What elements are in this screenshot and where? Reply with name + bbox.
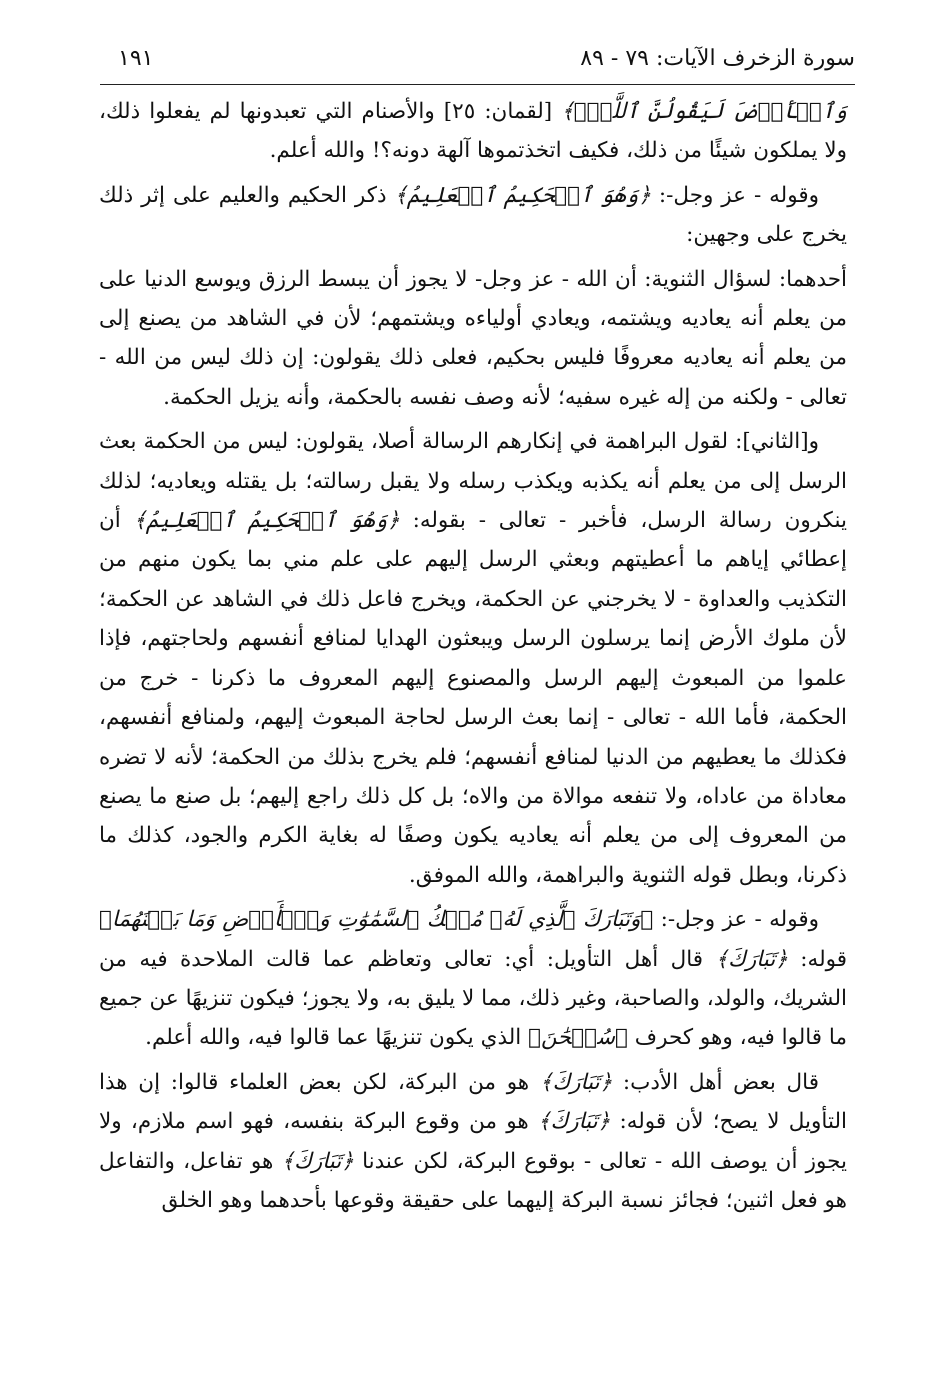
quran-verse: ﴿تَبَارَكَ﴾ [539, 1069, 613, 1095]
text-run: قوله: [787, 946, 848, 972]
body-text [99, 92, 847, 1225]
quran-verse: وَٱلۡأَرۡضَ لَيَقُولُنَّ ٱللَّهُۚ﴾ [561, 99, 848, 124]
page-number: ١٩١ [118, 46, 154, 71]
text-run: [لقمان: ٢٥] والأصنام التي تعبدونها لم يفعلوا ذلك، ولا يملكون شيئًا من ذلك، فكيف اتخذتموها آلهة دونه؟! والله أعلم. [99, 99, 847, 164]
paragraph [99, 1063, 847, 1221]
text-run: ذكر الحكيم والعليم على إثر ذلك يخرج على وجهين: [99, 182, 847, 248]
text-run: هو من وقوع البركة بنفسه، فهو اسم ملازم، ولا يجوز أن يوصف الله - تعالى - بوقوع البركة، لكن عندنا [99, 1109, 847, 1174]
text-run: وقوله - عز وجل-: [653, 907, 819, 933]
text-run: أن إعطائي إياهم ما أعطيتهم وبعثي الرسل إليهم على علم مني بما يكون منهم من التكذيب والعداوة - لا يخرجني عن الحكمة، ويخرج فاعل ذلك في الشاهد عن الحكمة؛ لأن ملوك الأرض إنما يرسلون الرسل ويبعثون الهدايا لمنافع أنفسهم ولحاجتهم، فإذا علموا من المبعوث إليهم الرسل والمصنوع إليهم المعروف ما ذكرنا - خرج من الحكمة، فأما الله - تعالى - إنما بعث الرسل لحاجة المبعوث إليهم، ولمنافع أنفسهم، فكذلك ما يعطيهم من الدنيا لمنافع أنفسهم؛ فلم يخرج بذلك من الحكمة؛ لأنه لا تضره معاداة من عاداه، ولا تنفعه موالاة من والاه؛ بل كل ذلك راجع إليهم؛ بل صنع ما يصنع من المعروف إلى من يعلم أنه يعاديه يكون وصفًا له بغاية الكرم والجود، كذلك ما ذكرنا، وبطل قوله الثنوية والبراهمة، والله الموفق. [99, 508, 847, 888]
text-run: قال أهل التأويل: أي: تعالى وتعاظم عما قالت الملاحدة فيه من الشريك، والولد، والصاحبة، وغير ذلك، مما لا يليق به، ولا يجوز؛ فيكون تنزيهًا عن جميع ما قالوا فيه، وهو كحرف [99, 946, 847, 1051]
text-run: الذي يكون تنزيهًا عما قالوا فيه، والله أعلم. [145, 1025, 529, 1051]
paragraph [99, 176, 847, 255]
quran-verse: ﴿تَبَارَكَ﴾ [281, 1148, 354, 1174]
quran-verse: ﴿تَبَارَكَ﴾ [715, 946, 788, 972]
quran-verse: ﴿وَهُوَ ٱلۡحَكِيمُ ٱلۡعَلِيمُ﴾ [394, 182, 651, 208]
text-run: أحدهما: لسؤال الثنوية: أن الله - عز وجل- لا يجوز أن يبسط الرزق ويوسع الدنيا على من يعلم أنه يعاديه ويشتمه، ويعادي أولياءه ويشتمهم؛ لأن في الشاهد من يصنع إلى من يعلم أنه يعاديه معروفًا فليس بحكيم، فعلى ذلك يقولون: إن ذلك ليس من الله - تعالى - ولكنه من إله غيره سفيه؛ لأنه وصف نفسه بالحكمة، وأنه يزيل الحكمة. [99, 266, 847, 410]
running-header [100, 40, 855, 85]
text-run: وقوله - عز وجل-: [650, 182, 819, 208]
quran-verse: ﴿سُبۡحَٰنَ﴾ [528, 1025, 628, 1051]
paragraph [99, 92, 847, 171]
quran-verse: ﴿تَبَارَكَ﴾ [537, 1109, 611, 1135]
text-run: قال بعض أهل الأدب: [612, 1069, 819, 1095]
paragraph [99, 260, 847, 418]
paragraph [99, 422, 847, 895]
text-run: هو من البركة، لكن بعض العلماء قالوا: إن هذا التأويل لا يصح؛ لأن قوله: [99, 1069, 847, 1135]
text-run: و[الثاني]: لقول البراهمة في إنكارهم الرسالة أصلا، يقولون: ليس من الحكمة بعث الرسل إلى من يعلم أنه يكذبه ويكذب رسله ولا يقبل رسالته؛ بل يقتله ويعاديه؛ لذلك ينكرون رسالة الرسل، فأخبر - تعالى - بقوله: [99, 429, 847, 534]
text-run: هو تفاعل، والتفاعل هو فعل اثنين؛ فجائز نسبة البركة إليهما على حقيقة وقوعها بأحدهما وهو الخلق [99, 1148, 847, 1213]
chapter-title: سورة الزخرف الآيات: ٧٩ - ٨٩ [580, 46, 855, 71]
paragraph [99, 900, 847, 1058]
quran-verse: ﴿وَهُوَ ٱلۡحَكِيمُ ٱلۡعَلِيمُ﴾ [133, 508, 400, 534]
quran-verse: ﴿وَتَبَارَكَ ٱلَّذِي لَهُۥ مُلۡكُ ٱلسَّمَٰوَٰتِ وَٱلۡأَرۡضِ وَمَا بَيۡنَهُمَا﴾ [99, 907, 654, 933]
